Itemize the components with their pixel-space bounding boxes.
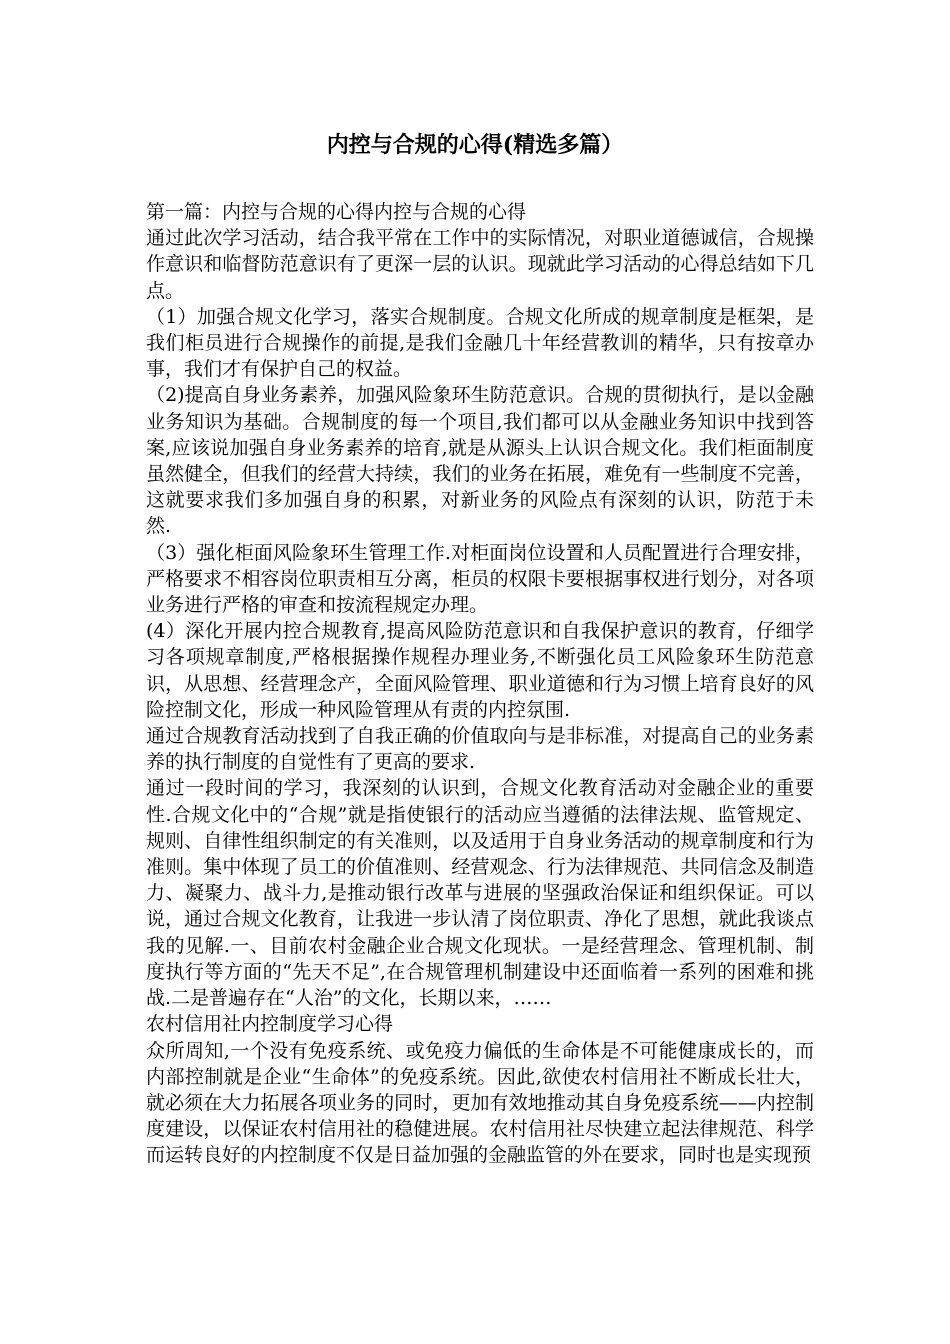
body-paragraph: 通过一段时间的学习，我深刻的认识到，合规文化教育活动对金融企业的重要性.合规文化中的“合规”就是指使银行的活动应当遵循的法律法规、监管规定、规则、自律性组织制定的有关准则，以及适用于自身业务活动的规章制度和行为准则。集中体现了员工的价值准则、经营观念、行为法律规范、共同信念及制造力、凝聚力、战斗力,是推动银行改革与进展的坚强政治保证和组织保证。可以说，通过合规文化教育，让我进一步认清了岗位职责、净化了思想，就此我谈点我的见解.一、目前农村金融企业合规文化现状。一是经营理念、管理机制、制度执行等方面的“先天不足”,在合规管理机制建设中还面临着一系列的困难和挑战.二是普遍存在“人治”的文化，长期以来，…… — [146, 777, 814, 1010]
section-heading: 农村信用社内控制度学习心得 — [146, 1013, 394, 1036]
body-paragraph: 通过此次学习活动，结合我平常在工作中的实际情况，对职业道德诚信，合规操作意识和临督防范意识有了更深一层的认识。现就此学习活动的心得总结如下几点。 — [146, 227, 814, 302]
body-paragraph: （2)提高自身业务素养，加强风险象环生防范意识。合规的贯彻执行，是以金融业务知识为基础。合规制度的每一个项目,我们都可以从金融业务知识中找到答案,应该说加强自身业务素养的培育,就是从源头上认识合规文化。我们柜面制度虽然健全，但我们的经营大持续，我们的业务在拓展，难免有一些制度不完善，这就要求我们多加强自身的积累，对新业务的风险点有深刻的认识，防范于未然. — [146, 384, 814, 538]
body-paragraph: （3）强化柜面风险象环生管理工作.对柜面岗位设置和人员配置进行合理安排，严格要求不相容岗位职责相互分离，柜员的权限卡要根据事权进行划分，对各项业务进行严格的审查和按流程规定办理。 — [146, 541, 814, 617]
document-body — [146, 199, 814, 1169]
body-paragraph: 众所周知,一个没有免疫系统、或免疫力偏低的生命体是不可能健康成长的，而内部控制就是企业“生命体”的免疫系统。因此,欲使农村信用社不断成长壮大，就必须在大力拓展各项业务的同时，更加有效地推动其自身免疫系统——内控制度建设，以保证农村信用社的稳健进展。农村信用社尽快建立起法律规范、科学而运转良好的内控制度不仅是日益加强的金融监管的外在要求，同时也是实现预 — [146, 1039, 814, 1167]
section-heading: 第一篇：内控与合规的心得内控与合规的心得 — [146, 201, 527, 223]
body-paragraph: 通过合规教育活动找到了自我正确的价值取向与是非标准，对提高自己的业务素养的执行制度的自觉性有了更高的要求. — [146, 725, 814, 774]
document-title: 内控与合规的心得(精选多篇） — [326, 132, 624, 158]
body-paragraph: （1）加强合规文化学习，落实合规制度。合规文化所成的规章制度是框架，是我们柜员进行合规操作的前提,是我们金融几十年经营教训的精华，只有按章办事，我们才有保护自己的权益。 — [146, 305, 814, 381]
body-paragraph: (4）深化开展内控合规教育,提高风险防范意识和自我保护意识的教育，仔细学习各项规章制度,严格根据操作规程办理业务,不断强化员工风险象环生防范意识，从思想、经营理念产，全面风险管理、职业道德和行为习惯上培育良好的风险控制文化，形成一种风险管理从有责的内控氛围. — [146, 620, 814, 721]
